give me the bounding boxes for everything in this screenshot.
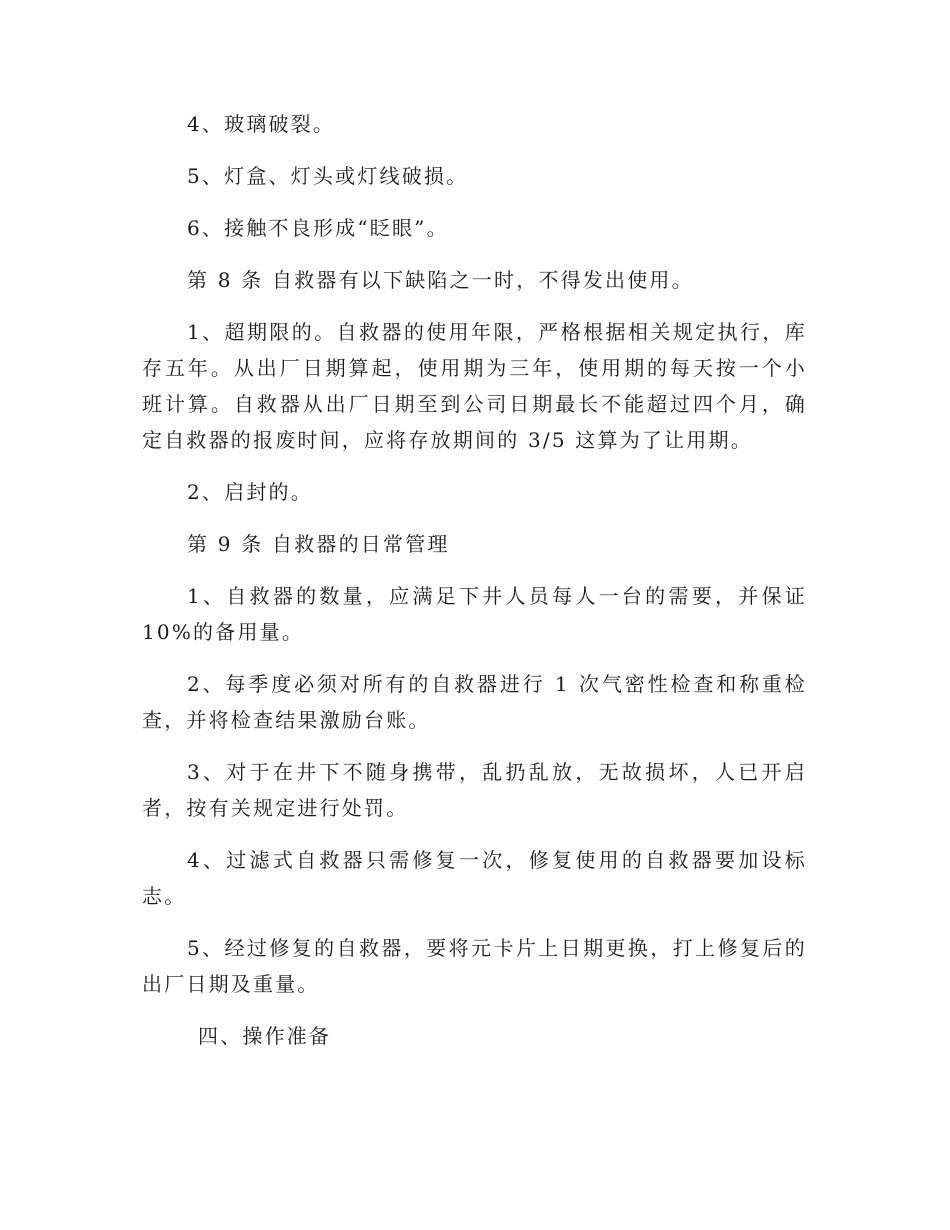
section-heading: 四、操作准备 [198,1024,332,1048]
list-item: 2、每季度必须对所有的自救器进行 1 次气密性检查和称重检查，并将检查结果激励台账。 [142,672,807,732]
document-body [142,106,807,1070]
list-item: 4、过滤式自救器只需修复一次，修复使用的自救器要加设标志。 [142,848,807,908]
list-item: 2、启封的。 [187,480,313,504]
list-item: 4、玻璃破裂。 [187,112,336,136]
list-item: 3、对于在井下不随身携带，乱扔乱放，无故损坏，人已开启者，按有关规定进行处罚。 [142,760,807,820]
list-item: 5、灯盒、灯头或灯线破损。 [187,164,469,188]
list-item: 5、经过修复的自救器，要将元卡片上日期更换，打上修复后的出厂日期及重量。 [142,936,807,996]
list-item: 6、接触不良形成“眨眼”。 [187,216,449,240]
article-heading: 第 8 条 自救器有以下缺陷之一时，不得发出使用。 [187,268,694,292]
article-heading: 第 9 条 自救器的日常管理 [187,532,450,556]
list-item: 1、自救器的数量，应满足下井人员每人一台的需要，并保证 10%的备用量。 [142,584,807,644]
list-item: 1、超期限的。自救器的使用年限，严格根据相关规定执行，库存五年。从出厂日期算起，使用期为三年，使用期的每天按一个小班计算。自救器从出厂日期至到公司日期最长不能超过四个月，确定自救器的报废时间，应将存放期间的 3/5 这算为了让用期。 [142,320,807,452]
